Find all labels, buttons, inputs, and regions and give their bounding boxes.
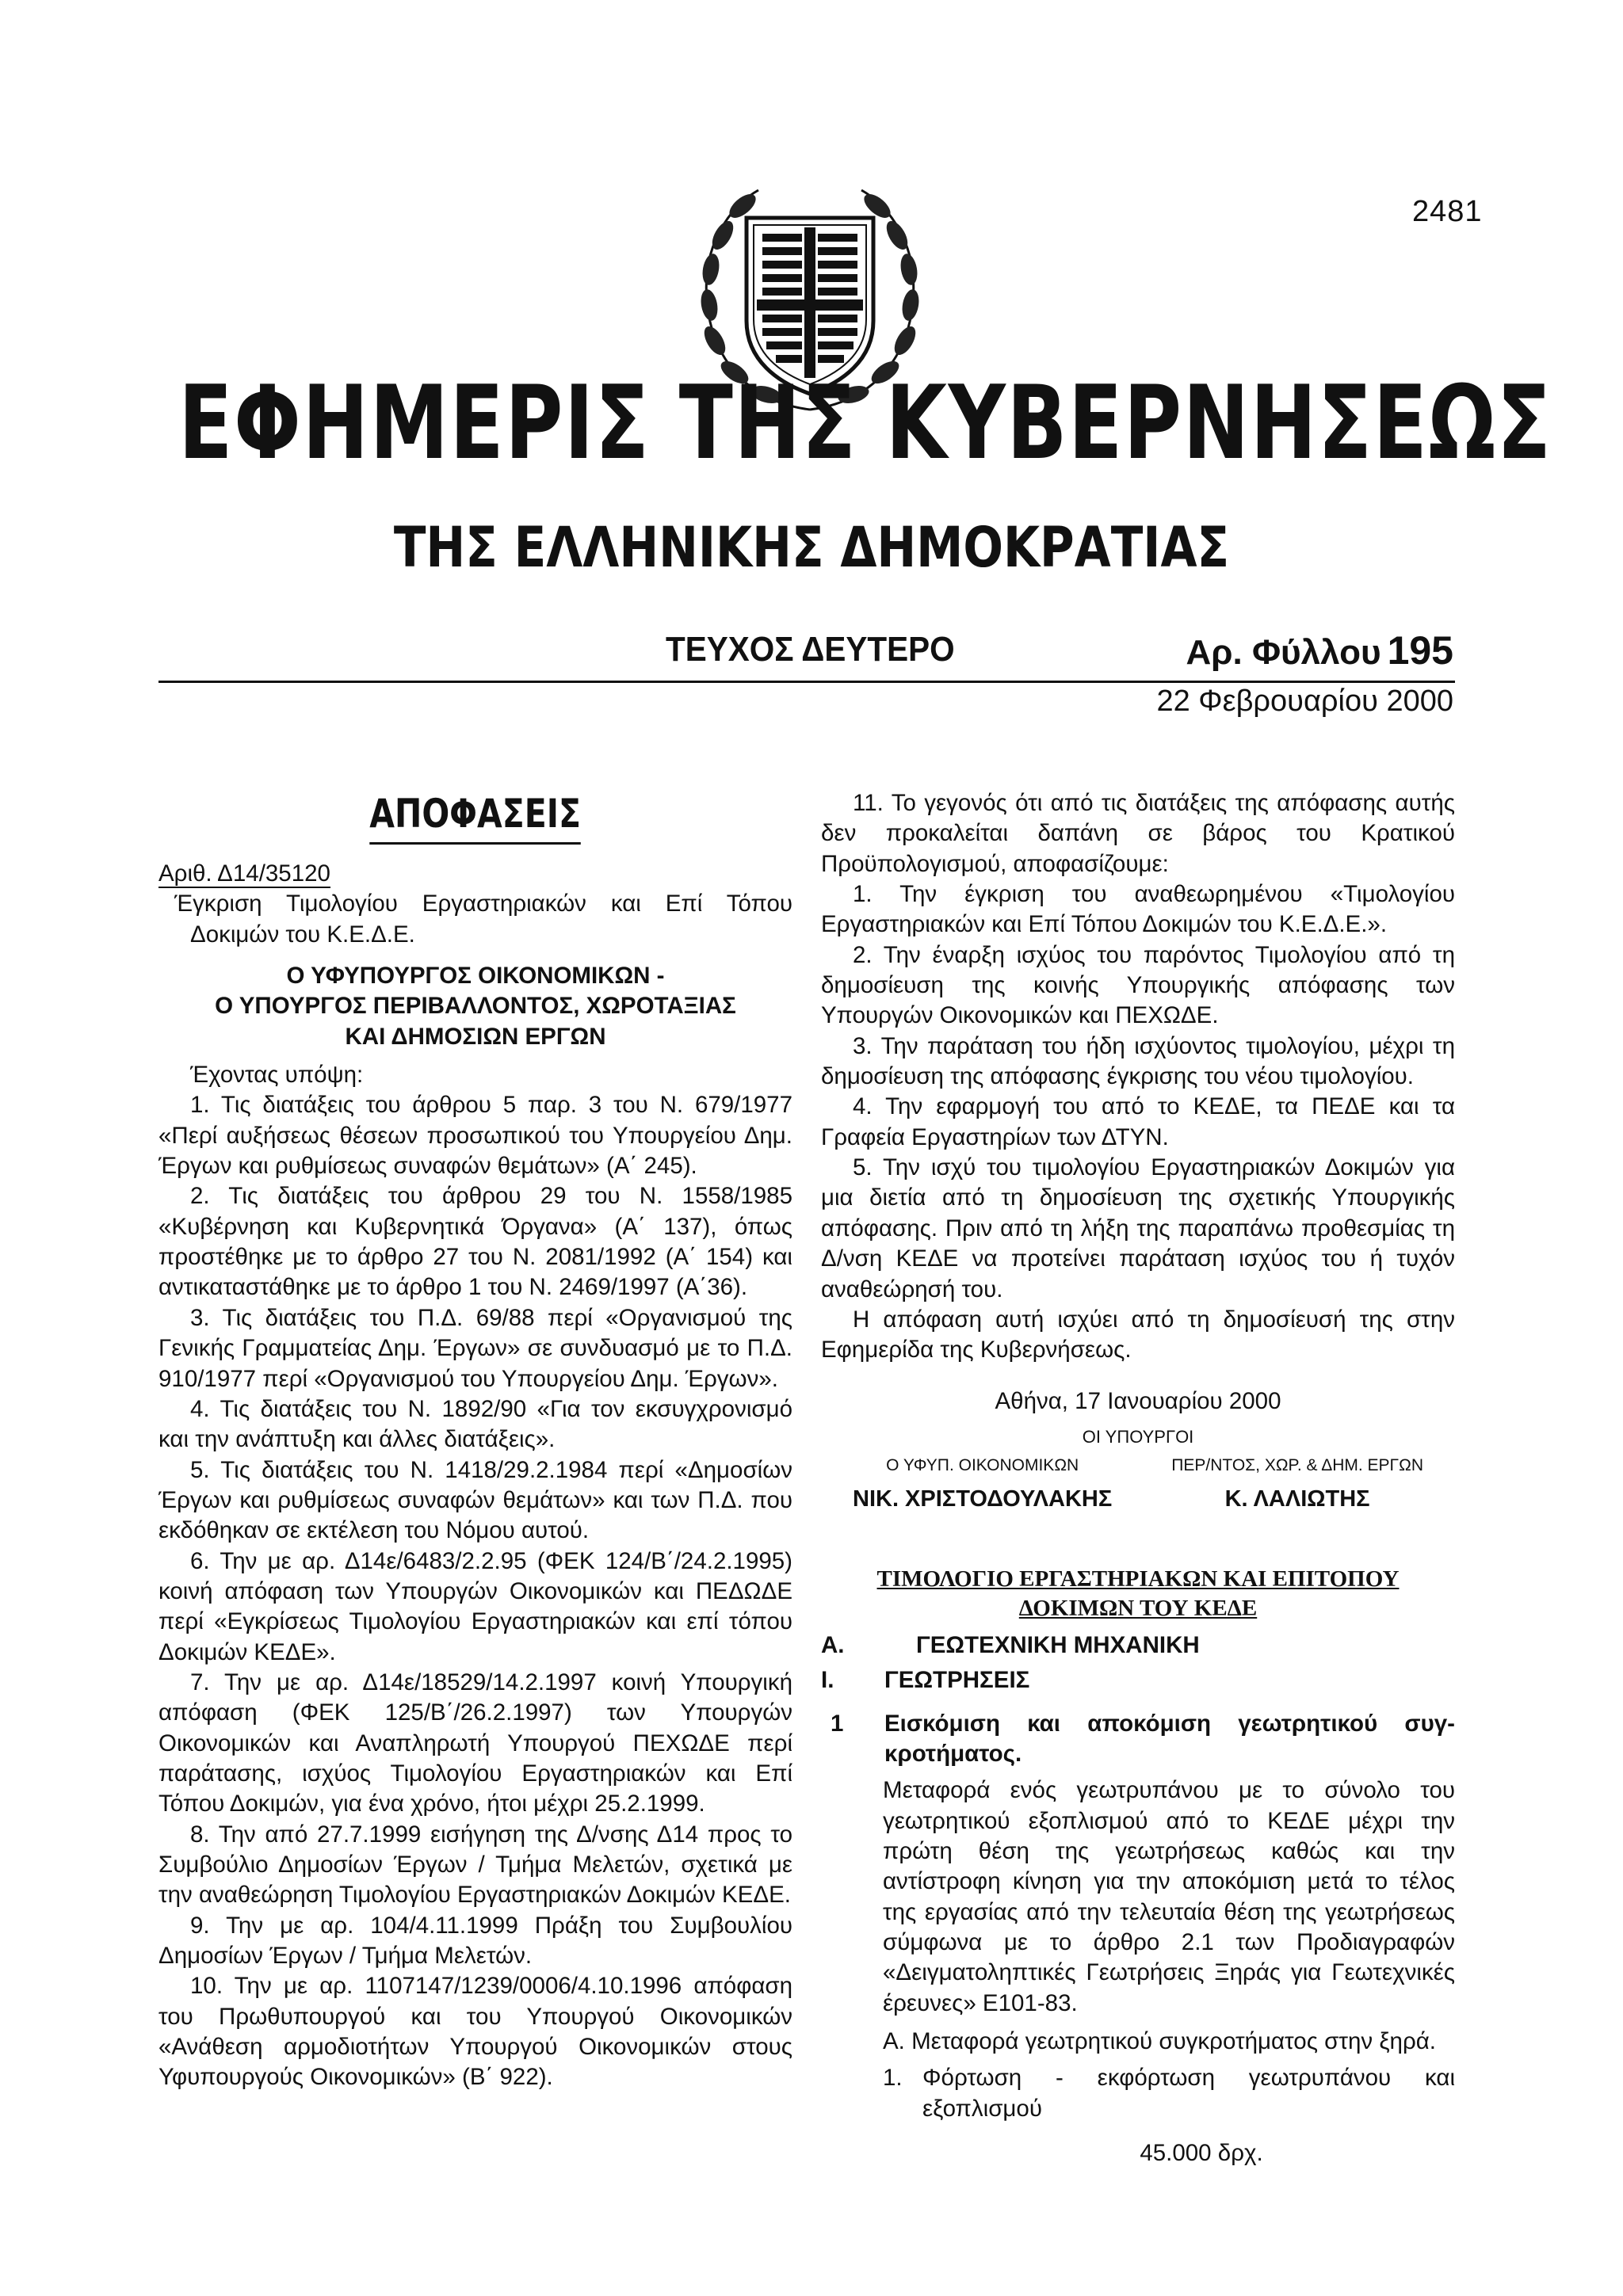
decision-paragraph: 5. Την ισχύ του τιμολογίου Εργαστηριακών Δοκιμών για μια διετία από τη δημοσίευση της σχετικής Υπουργικής απόφασης. Πριν από τη λήξη της παραπάνω προθεσμίας τη Δ/νση ΚΕΔΕ να προτείνει παράταση ισχύος του ή τυχόν αναθεώρησή του. [821, 1154, 1455, 1302]
decision-number: Αριθ. Δ14/35120 [158, 860, 330, 887]
price-list-title [821, 1565, 1455, 1623]
left-column [158, 788, 792, 2093]
right-column [821, 788, 1455, 2168]
considering-paragraph: 1. Τις διατάξεις του άρθρου 5 παρ. 3 του Ν. 679/1977 «Περί αυξήσεως θέσεων προσωπικού του Υπουργείου Δημ. Έργων και ρυθμίσεως συναφών θεμάτων» (Α΄ 245). [158, 1092, 792, 1180]
section-title: ΓΕΩΤΕΧΝΙΚΗ ΜΗΧΑΝΙΚΗ [916, 1631, 1200, 1658]
item-subheading: Α. Μεταφορά γεωτρητικού συγκροτήματος στην ξηρά. [883, 2028, 1436, 2055]
considering-intro: Έχοντας υπόψη: [190, 1062, 364, 1089]
decision-paragraph: 1. Την έγκριση του αναθεωρημένου «Τιμολογίου Εργαστηριακών και Επί Τόπου Δοκιμών του Κ.Ε.Δ.Ε.». [821, 881, 1455, 938]
item-description: Μεταφορά ενός γεωτρυπάνου με το σύνολο του γεωτρητικού εξοπλισμού από το ΚΕΔΕ μέχρι την πρώτη θέση της γεωτρήσεως καθώς και την αντίστροφη κίνηση για την αποκόμιση μετά το τέλος της εργασίας από την τελευταία θέση της γεωτρήσεως σύμφωνα με το άρθρο 2.1 των Προδιαγραφών «Δειγματοληπτικές Γεωτρήσεις Ξηράς για Γεωτεχνικές έρευνες» Ε101-83. [883, 1777, 1455, 2016]
considering-paragraph: 5. Τις διατάξεις του Ν. 1418/29.2.1984 περί «Δημοσίων Έργων και ρυθμίσεως συναφών θεμάτων» και των Π.Δ. που εκδόθηκαν σε εκτέλεση του Νόμου αυτού. [158, 1456, 792, 1544]
signatory-block [853, 1455, 1112, 1514]
considering-paragraph: 2. Τις διατάξεις του άρθρου 29 του Ν. 1558/1985 «Κυβέρνηση και Κυβερνητικά Όργανα» (Α΄ 137), όπως προστέθηκε με το άρθρο 27 του Ν. 2081/1992 (Α΄ 154) και αντικαταστάθηκε με το άρθρο 1 του Ν. 2469/1997 (Α΄36). [158, 1183, 792, 1301]
section-label: Ι. [821, 1667, 834, 1694]
sheet-number: 195 [1387, 628, 1453, 673]
signatory-name: ΝΙΚ. ΧΡΙΣΤΟΔΟΥΛΑΚΗΣ [853, 1486, 1113, 1512]
decision-paragraph: 2. Την έναρξη ισχύος του παρόντος Τιμολογίου από τη δημοσίευση της κοινής Υπουργικής απόφασης των Υπουργών Οικονομικών και ΠΕΧΩΔΕ. [821, 941, 1455, 1029]
subitem-price: 45.000 δρχ. [1140, 2140, 1263, 2167]
item-title: Εισκόμιση και αποκόμιση γεωτρητικού συγ-κροτήματος. [884, 1710, 1455, 1767]
subitem [821, 2063, 1455, 2124]
issue-type: ΤΕΥΧΟΣ ΔΕΥΤΕΡΟ [666, 630, 955, 669]
page-number: 2481 [1412, 195, 1483, 228]
price-list-title-line: ΤΙΜΟΛΟΓΙΟ ΕΡΓΑΣΤΗΡΙΑΚΩΝ ΚΑΙ ΕΠΙΤΟΠΟΥ [876, 1566, 1400, 1592]
decision-paragraph: 4. Την εφαρμογή του από το ΚΕΔΕ, τα ΠΕΔΕ και τα Γραφεία Εργαστηρίων των ΔΤΥΝ. [821, 1093, 1455, 1150]
gazette-subtitle: ΤΗΣ ΕΛΛΗΝΙΚΗΣ ΔΗΜΟΚΡΑΤΙΑΣ [393, 515, 1230, 580]
place-date: Αθήνα, 17 Ιανουαρίου 2000 [995, 1387, 1281, 1414]
item-heading [821, 1709, 1455, 1770]
considering-paragraph: 8. Την από 27.7.1999 εισήγηση της Δ/νσης Δ14 προς το Συμβούλιο Δημοσίων Έργων / Τμήμα Μελετών, σχετικά με την αναθεώρηση Τιμολογίου Εργαστηριακών Δοκιμών ΚΕΔΕ. [158, 1821, 792, 1909]
issuing-authority [158, 961, 792, 1052]
considering-paragraph: 6. Την με αρ. Δ14ε/6483/2.2.95 (ΦΕΚ 124/Β΄/24.2.1995) κοινή απόφαση των Υπουργών Οικονομικών και ΠΕΔΩΔΕ περί «Εγκρίσεως Τιμολογίου Εργαστηριακών και επί τόπου Δοκιμών ΚΕΔΕ». [158, 1547, 792, 1665]
considering-paragraph: 9. Την με αρ. 104/4.11.1999 Πράξη του Συμβουλίου Δημοσίων Έργων / Τμήμα Μελετών. [158, 1912, 792, 1970]
price-list-title-line: ΔΟΚΙΜΩΝ ΤΟΥ ΚΕΔΕ [1018, 1595, 1258, 1621]
sheet-number-label [1186, 627, 1454, 673]
authority-line: Ο ΥΦΥΠΟΥΡΓΟΣ ΟΙΚΟΝΟΜΙΚΩΝ - [286, 963, 665, 990]
section-heading-a [821, 1630, 1455, 1661]
decision-subject: Έγκριση Τιμολογίου Εργαστηριακών και Επί Τόπου Δοκιμών του Κ.Ε.Δ.Ε. [174, 891, 792, 948]
considering-paragraph: 3. Τις διατάξεις του Π.Δ. 69/88 περί «Οργανισμού της Γενικής Γραμματείας Δημ. Έργων» σε συνδυασμό με το Π.Δ. 910/1977 περί «Οργανισμού του Υπουργείου Δημ. Έργων». [158, 1304, 792, 1392]
decision-paragraph: 3. Την παράταση του ήδη ισχύοντος τιμολογίου, μέχρι τη δημοσίευση της απόφασης έγκρισης του νέου τιμολογίου. [821, 1032, 1455, 1090]
signatory-role: ΠΕΡ/ΝΤΟΣ, ΧΩΡ. & ΔΗΜ. ΕΡΓΩΝ [1171, 1456, 1423, 1475]
signatures [821, 1455, 1455, 1514]
signatory-block [1171, 1455, 1423, 1514]
gazette-title: ΕΦΗΜΕΡΙΣ ΤΗΣ ΚΥΒΕΡΝΗΣΕΩΣ [178, 364, 1552, 482]
section-label: Α. [821, 1631, 845, 1658]
considering-paragraph: 11. Το γεγονός ότι από τις διατάξεις της απόφασης αυτής δεν προκαλείται δαπάνη σε βάρος του Κρατικού Προϋπολογισμού, αποφασίζουμε: [821, 790, 1455, 877]
considering-paragraph: 7. Την με αρ. Δ14ε/18529/14.2.1997 κοινή Υπουργική απόφαση (ΦΕΚ 125/Β΄/26.2.1997) των Υπουργών Οικονομικών και Αναπληρωτή Υπουργού ΠΕΧΩΔΕ περί παράτασης, ισχύος Τιμολογίου Εργαστηριακών και Επί Τόπου Δοκιμών, για ένα χρόνο, ήτοι μέχρι 25.2.1999. [158, 1669, 792, 1817]
authority-line: Ο ΥΠΟΥΡΓΟΣ ΠΕΡΙΒΑΛΛΟΝΤΟΣ, ΧΩΡΟΤΑΞΙΑΣ [215, 993, 736, 1020]
authority-line: ΚΑΙ ΔΗΜΟΣΙΩΝ ΕΡΓΩΝ [345, 1023, 606, 1050]
signatory-role: Ο ΥΦΥΠ. ΟΙΚΟΝΟΜΙΚΩΝ [886, 1456, 1079, 1475]
ministers-label: ΟΙ ΥΠΟΥΡΓΟΙ [1082, 1426, 1194, 1447]
subitem-label: 1. [883, 2065, 903, 2092]
subitem-text: Φόρτωση - εκφόρτωση γεωτρυπάνου και εξοπλισμού [922, 2065, 1455, 2122]
considering-paragraph: 4. Τις διατάξεις του Ν. 1892/90 «Για τον εκσυγχρονισμό και την ανάπτυξη και άλλες διατάξεις». [158, 1395, 792, 1453]
considering-paragraph: 10. Την με αρ. 1107147/1239/0006/4.10.1996 απόφαση του Πρωθυπουργού και του Υπουργού Οικονομικών «Ανάθεση αρμοδιοτήτων Υπουργού Οικονομικών στους Υφυπουργούς Οικονομικών» (Β΄ 922). [158, 1973, 792, 2091]
section-heading: ΑΠΟΦΑΣΕΙΣ [158, 788, 792, 845]
validity-paragraph: Η απόφαση αυτή ισχύει από τη δημοσίευσή της στην Εφημερίδα της Κυβερνήσεως. [821, 1306, 1455, 1363]
issue-date: 22 Φεβρουαρίου 2000 [1156, 685, 1453, 718]
section-title: ΓΕΩΤΡΗΣΕΙΣ [884, 1667, 1030, 1694]
masthead-divider [158, 681, 1455, 683]
signatory-name: Κ. ΛΑΛΙΩΤΗΣ [1224, 1486, 1370, 1512]
item-label: 1 [831, 1710, 844, 1737]
sheet-label-text: Αρ. Φύλλου [1186, 633, 1381, 672]
section-heading-i [821, 1665, 1455, 1695]
